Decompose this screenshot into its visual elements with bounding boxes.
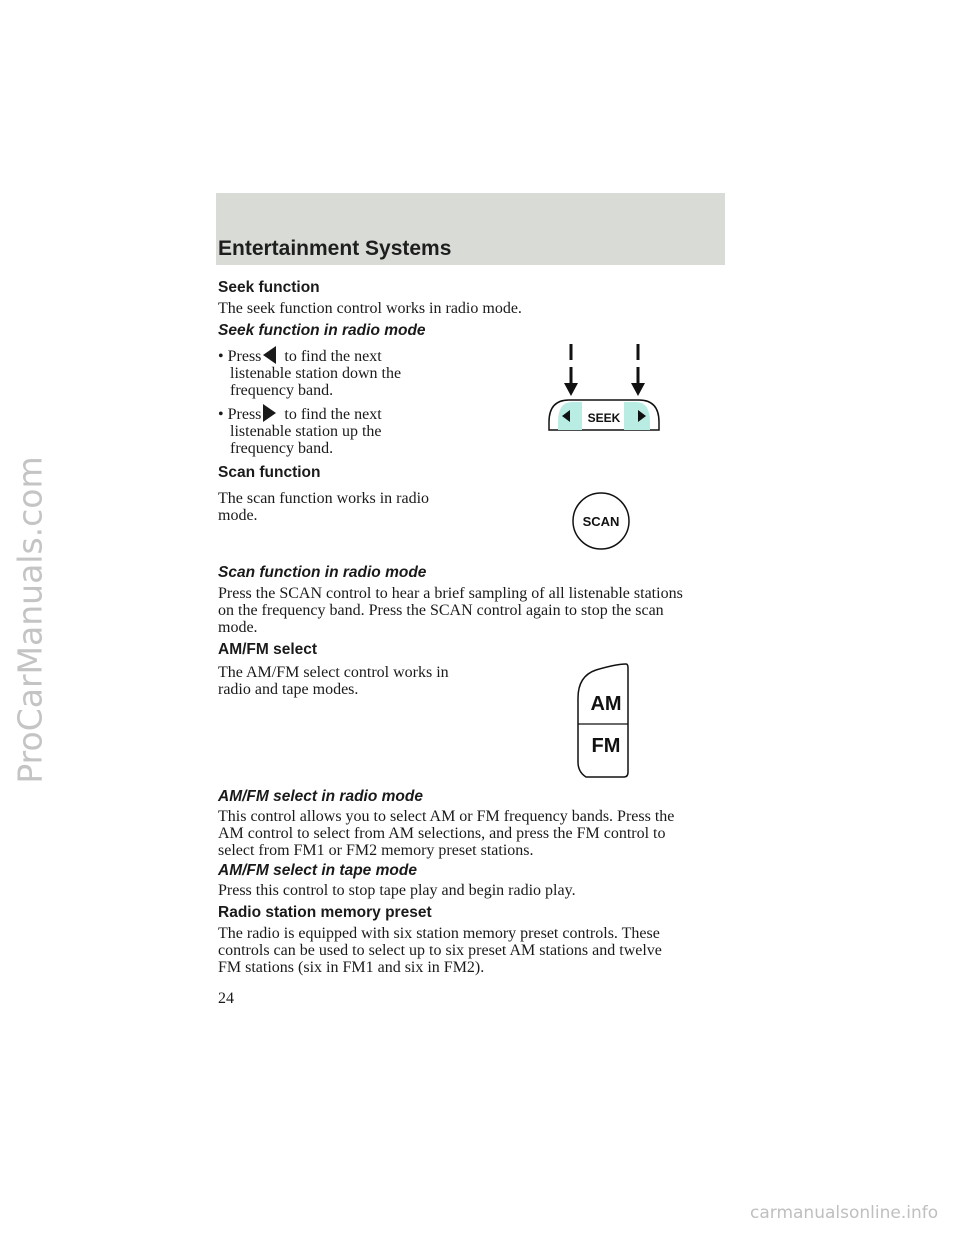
amfm-figure-am: AM (590, 693, 622, 715)
scan-body-line1: Press the SCAN control to hear a brief sampling of all listenable stations (218, 585, 683, 602)
amfm-figure-fm: FM (591, 735, 621, 757)
seek-bullet-up: • Press to find the next listenable station up the frequency band. (218, 406, 382, 457)
seek-radio-heading: Seek function in radio mode (218, 322, 426, 339)
amfm-radio-line3: select from FM1 or FM2 memory preset stations. (218, 842, 534, 859)
amfm-intro (218, 664, 449, 698)
scan-heading: Scan function (218, 464, 321, 481)
bullet-line1: to find the next (284, 406, 382, 423)
preset-body (218, 925, 662, 976)
bullet-press-label: Press (227, 406, 262, 423)
bullet-line3: frequency band. (230, 382, 334, 399)
amfm-intro-line1: The AM/FM select control works in (218, 664, 449, 681)
seek-figure (540, 338, 670, 438)
bullet-line2: listenable station down the (230, 365, 402, 382)
amfm-radio-body (218, 808, 674, 859)
amfm-radio-line2: AM control to select from AM selections, and press the FM control to (218, 825, 666, 842)
watermark-text: ProCarManuals.com (10, 456, 50, 784)
preset-line3: FM stations (six in FM1 and six in FM2). (218, 959, 485, 976)
seek-bullet-down: • Press to find the next listenable station down the frequency band. (218, 348, 402, 399)
amfm-heading: AM/FM select (218, 641, 318, 658)
seek-down-icon (263, 346, 276, 364)
scan-intro-line1: The scan function works in radio (218, 490, 430, 507)
seek-up-icon (263, 404, 276, 422)
scan-figure (570, 490, 632, 552)
footer-site-watermark: carmanualsonline.info (750, 1203, 939, 1223)
scan-radio-heading: Scan function in radio mode (218, 564, 427, 581)
preset-line2: controls can be used to select up to six preset AM stations and twelve (218, 942, 662, 959)
section-title: Entertainment Systems (218, 237, 452, 260)
scan-body (218, 585, 683, 636)
amfm-intro-line2: radio and tape modes. (218, 681, 359, 698)
amfm-tape-body: Press this control to stop tape play and begin radio play. (218, 882, 576, 899)
seek-intro: The seek function control works in radio mode. (218, 300, 522, 317)
bullet-line3: frequency band. (230, 440, 334, 457)
preset-heading: Radio station memory preset (218, 904, 432, 921)
bullet-press-label: Press (227, 348, 262, 365)
side-watermark (0, 0, 60, 1242)
seek-heading: Seek function (218, 279, 320, 296)
preset-line1: The radio is equipped with six station memory preset controls. These (218, 925, 660, 942)
scan-body-line3: mode. (218, 619, 258, 636)
amfm-tape-heading: AM/FM select in tape mode (218, 862, 417, 879)
scan-body-line2: on the frequency band. Press the SCAN control again to stop the scan (218, 602, 664, 619)
page-number: 24 (218, 990, 234, 1007)
amfm-radio-line1: This control allows you to select AM or FM frequency bands. Press the (218, 808, 675, 825)
scan-figure-label: SCAN (582, 514, 620, 529)
bullet-line2: listenable station up the (230, 423, 382, 440)
bullet-line1: to find the next (284, 348, 382, 365)
scan-intro (218, 490, 429, 524)
scan-intro-line2: mode. (218, 507, 258, 524)
amfm-figure (576, 662, 632, 782)
amfm-radio-heading: AM/FM select in radio mode (218, 788, 423, 805)
seek-figure-label: SEEK (587, 411, 621, 425)
